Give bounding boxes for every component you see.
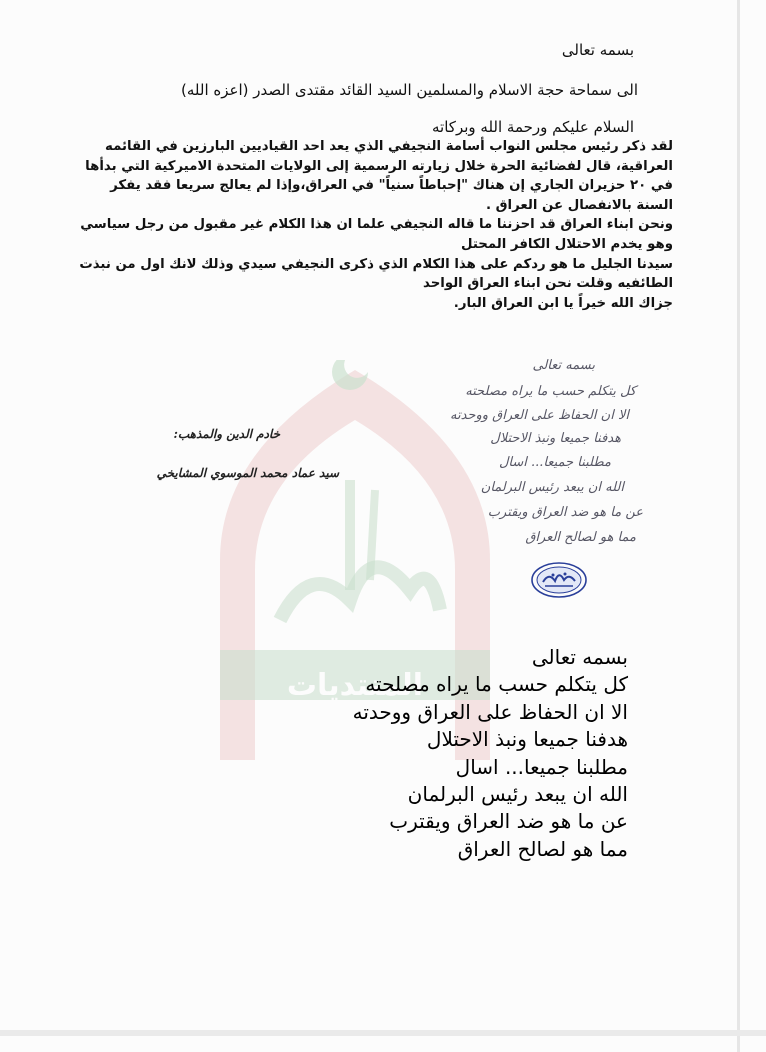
body-line: سيدنا الجليل ما هو ردكم على هذا الكلام الذي ذكرى النجيفي سيدي وذلك لانك اول من نبذت: [79, 256, 673, 272]
reply-transcription: [353, 644, 628, 863]
transcription-line: عن ما هو ضد العراق ويقترب: [389, 809, 628, 834]
signature-title: خادم الدين والمذهب:: [173, 427, 280, 441]
page-edge: [737, 0, 740, 1052]
letter-body: [79, 137, 673, 313]
transcription-line: هدفنا جميعا ونبذ الاحتلال: [426, 727, 628, 752]
body-line: ونحن ابناء العراق قد احزننا ما قاله النجيفي علما ان هذا الكلام غير مقبول من رجل سياسي: [80, 217, 673, 233]
transcription-line: الا ان الحفاظ على العراق ووحدته: [352, 699, 628, 724]
watermark-subtext: المنتديات: [286, 668, 424, 703]
transcription-line: بسمه تعالى: [531, 645, 628, 669]
transcription-line: مما هو لصالح العراق: [457, 836, 628, 861]
body-line: في ٢٠ حزيران الجاري إن هناك "إحباطاً سنياً" في العراق،وإذا لم يعالج سريعا فقد يفكر: [110, 178, 673, 194]
handwritten-line: الا ان الحفاظ على العراق ووحدته: [450, 408, 629, 423]
transcription-line: مطلبنا جميعا... اسال: [455, 754, 628, 779]
body-line: جزاك الله خيراً يا ابن العراق البار.: [453, 295, 673, 311]
body-line: الطائفيه وقلت نحن ابناء العراق الواحد: [423, 276, 673, 292]
page-bottom-edge: [0, 1030, 766, 1036]
seal-icon: [531, 562, 587, 598]
handwritten-line: مطلبنا جميعا... اسال: [498, 455, 611, 470]
signature-name: سيد عماد محمد الموسوي المشايخي: [156, 466, 339, 480]
body-line: وهو يخدم الاحتلال الكافر المحتل: [460, 236, 673, 252]
transcription-line: الله ان يبعد رئيس البرلمان: [407, 782, 628, 807]
handwritten-line: بسمه تعالى: [532, 358, 595, 373]
handwritten-line: كل يتكلم حسب ما يراه مصلحته: [465, 384, 636, 399]
letter-addressee: الى سماحة حجة الاسلام والمسلمين السيد القائد مقتدى الصدر (اعزه الله): [181, 81, 638, 99]
transcription-line: كل يتكلم حسب ما يراه مصلحته: [365, 672, 628, 697]
handwritten-line: هدفنا جميعا ونبذ الاحتلال: [490, 431, 621, 446]
handwritten-line: عن ما هو ضد العراق ويقترب: [487, 505, 643, 520]
handwritten-line: مما هو لصالح العراق: [525, 530, 636, 545]
body-line: لقد ذكر رئيس مجلس النواب أسامة النجيفي الذي يعد احد القياديين البارزين في القائمه: [105, 139, 673, 154]
letter-greeting: السلام عليكم ورحمة الله وبركاته: [432, 118, 634, 136]
body-line: السنة بالانفصال عن العراق .: [485, 197, 673, 213]
body-line: العراقية، قال لفضائية الحرة خلال زيارته الرسمية إلى الولايات المتحدة الاميركية التي بدأها: [85, 158, 673, 174]
letter-opening: بسمه تعالى: [561, 41, 634, 59]
handwritten-line: الله ان يبعد رئيس البرلمان: [480, 480, 624, 495]
